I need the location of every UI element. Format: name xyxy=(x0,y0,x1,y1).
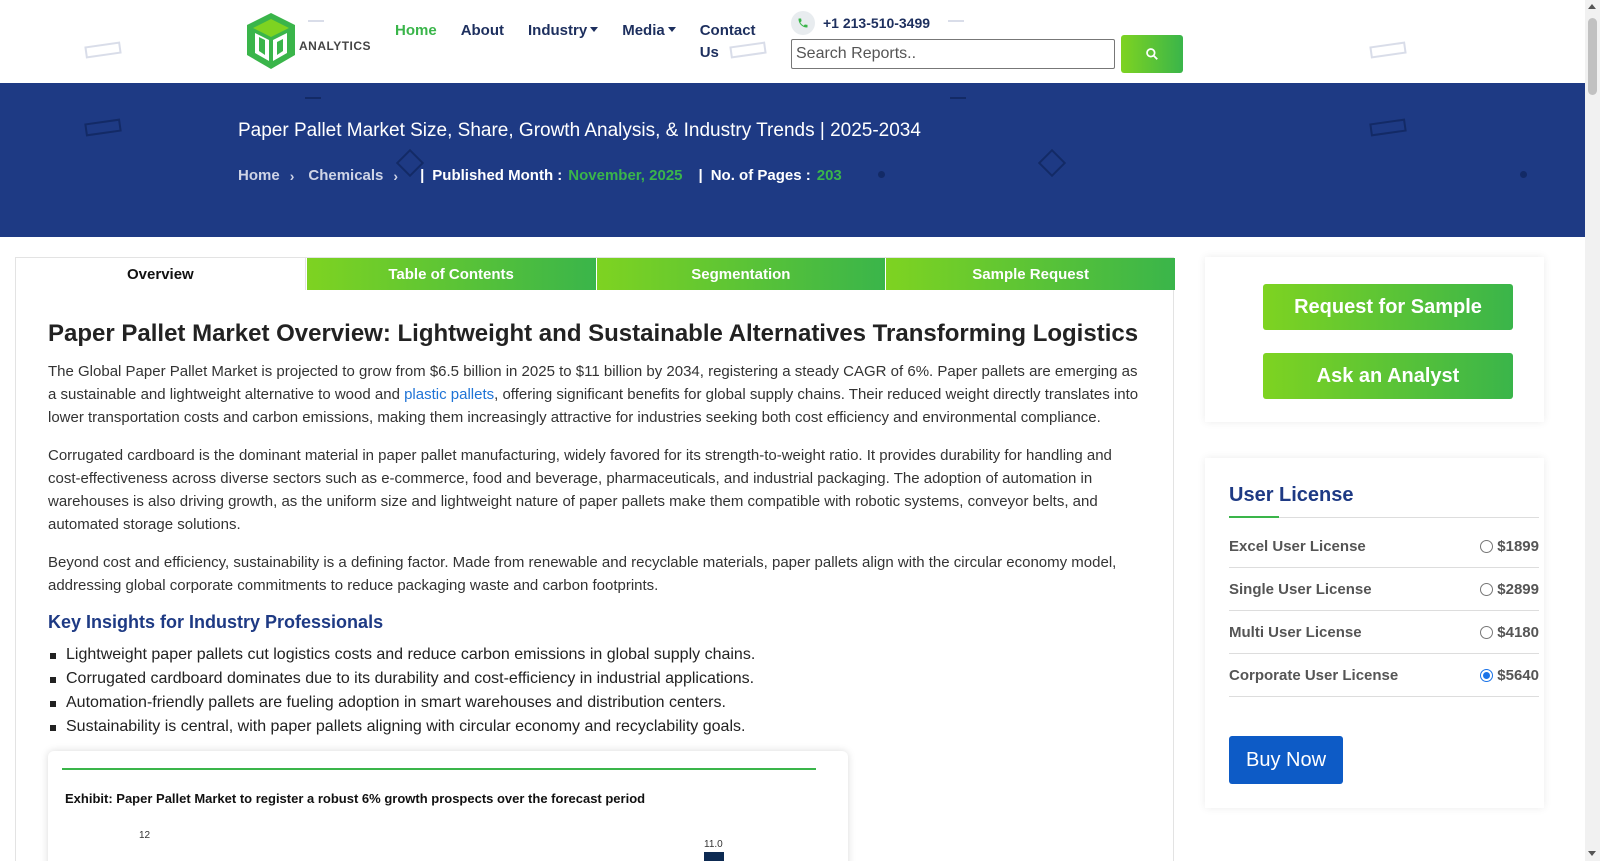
list-item: Sustainability is central, with paper pallets aligning with circular economy and recyclability goals. xyxy=(48,715,1148,739)
chart-bar xyxy=(704,852,724,861)
y-tick-label: 12 xyxy=(139,830,151,841)
nav-media-label: Media xyxy=(622,22,665,39)
decorative-rect xyxy=(1369,119,1406,137)
caret-down-icon xyxy=(668,27,676,32)
request-sample-button[interactable]: Request for Sample xyxy=(1263,284,1513,330)
nav-about[interactable] xyxy=(461,20,504,64)
user-license-panel xyxy=(1205,458,1544,808)
license-option-multi[interactable] xyxy=(1229,611,1539,654)
insights-list xyxy=(48,643,1148,739)
license-price-value: $4180 xyxy=(1497,623,1539,641)
license-name: Corporate User License xyxy=(1229,666,1399,684)
report-content-card xyxy=(15,257,1174,861)
overview-paragraph: Beyond cost and efficiency, sustainability is a defining factor. Made from renewable and recyclable materials, paper pallets align with the circular economy model, addressing global corporate commitments to reduce packaging waste and carbon footprints. xyxy=(48,554,1117,594)
overview-heading: Paper Pallet Market Overview: Lightweight and Sustainable Alternatives Transforming Logistics xyxy=(48,320,1139,347)
published-label: Published Month : xyxy=(432,167,563,184)
nav-about-label: About xyxy=(460,22,505,39)
company-logo[interactable] xyxy=(243,11,372,71)
buy-now-button[interactable]: Buy Now xyxy=(1229,736,1343,784)
license-price xyxy=(1480,538,1539,555)
pages-label: No. of Pages : xyxy=(710,167,811,184)
published-value: November, 2025 xyxy=(568,167,683,184)
tab-sample-request[interactable]: Sample Request xyxy=(886,258,1175,290)
license-radio-selected[interactable] xyxy=(1480,669,1493,682)
caret-down-icon xyxy=(590,27,598,32)
list-item: Corrugated cardboard dominates due to its durability and cost-efficiency in industrial applications. xyxy=(48,667,1148,691)
tab-segmentation[interactable]: Segmentation xyxy=(597,258,886,290)
decorative-dot xyxy=(878,171,885,178)
separator: | xyxy=(698,167,703,184)
license-option-single[interactable] xyxy=(1229,568,1539,611)
search-input[interactable] xyxy=(791,39,1115,69)
chevron-right-icon: › xyxy=(289,167,295,184)
title-underline xyxy=(1229,516,1279,518)
decorative-rect xyxy=(1369,42,1406,59)
logo-cube-icon xyxy=(243,11,299,71)
overview-paragraph: Corrugated cardboard is the dominant material in paper pallet manufacturing, widely favored for its strength-to-weight ratio. It provides durability for handling and cost-effectiveness across diverse sectors such as e-commerce, food and beverage, pharmaceuticals, and industrial packaging. The adoption of automation in warehouses is also driving growth, as the uniform size and lightweight nature of paper pallets make them compatible with robotic systems, conveyor belts, and automated storage solutions. xyxy=(48,447,1112,533)
decorative-diamond xyxy=(1038,149,1066,177)
decorative-dash xyxy=(950,97,966,99)
report-tabs xyxy=(16,258,1175,290)
license-price-value: $2899 xyxy=(1497,580,1539,598)
insights-heading: Key Insights for Industry Professionals xyxy=(48,612,384,632)
pages-value: 203 xyxy=(816,167,842,184)
nav-contact[interactable] xyxy=(700,20,756,64)
scroll-down-icon[interactable] xyxy=(1588,851,1596,856)
phone-number: +1 213-510-3499 xyxy=(823,15,931,31)
license-name: Multi User License xyxy=(1229,623,1362,641)
license-radio[interactable] xyxy=(1480,626,1493,639)
breadcrumb-chemicals[interactable]: Chemicals xyxy=(308,167,384,184)
search-icon xyxy=(1145,47,1159,61)
nav-home[interactable] xyxy=(395,20,437,64)
license-option-excel[interactable] xyxy=(1229,525,1539,568)
scroll-up-icon[interactable] xyxy=(1588,4,1596,9)
license-name: Single User License xyxy=(1229,580,1372,598)
license-price xyxy=(1480,624,1539,641)
decorative-rect xyxy=(84,42,121,59)
license-radio[interactable] xyxy=(1480,540,1493,553)
logo-text: ANALYTICS xyxy=(299,39,372,53)
chevron-right-icon: › xyxy=(393,167,399,184)
nav-media[interactable] xyxy=(622,20,676,64)
plastic-pallets-link[interactable]: plastic pallets xyxy=(404,386,495,403)
license-price-value: $1899 xyxy=(1497,537,1539,555)
list-item: Automation-friendly pallets are fueling adoption in smart warehouses and distribution centers. xyxy=(48,691,1148,715)
license-price xyxy=(1480,667,1539,684)
decorative-dash xyxy=(305,97,321,99)
ask-analyst-button[interactable]: Ask an Analyst xyxy=(1263,353,1513,399)
separator: | xyxy=(420,167,425,184)
nav-home-label: Home xyxy=(395,22,437,39)
nav-industry-label: Industry xyxy=(528,22,588,39)
bar-data-label: 11.0 xyxy=(704,839,723,850)
license-radio[interactable] xyxy=(1480,583,1493,596)
nav-contact-label: Contact Us xyxy=(699,22,756,61)
exhibit-chart xyxy=(48,751,848,861)
list-item: Lightweight paper pallets cut logistics costs and reduce carbon emissions in global supply chains. xyxy=(48,643,1148,667)
phone-contact[interactable] xyxy=(791,11,930,35)
overview-paragraph xyxy=(48,360,1148,429)
overview-content xyxy=(48,320,1148,739)
license-name: Excel User License xyxy=(1229,537,1366,555)
main-nav xyxy=(395,20,780,64)
exhibit-top-line xyxy=(62,768,816,770)
license-option-corporate[interactable] xyxy=(1229,654,1539,697)
exhibit-title: Exhibit: Paper Pallet Market to register a robust 6% growth prospects over the forecast period xyxy=(65,791,646,806)
site-header xyxy=(0,0,1585,83)
breadcrumb xyxy=(238,167,842,184)
page-scrollbar[interactable] xyxy=(1585,0,1600,861)
paragraph-text: , offering significant benefits for global supply chains. Their reduced weight directly translates into lower transportation costs and carbon emissions, making them increasingly attractive for industries seeking both cost efficiency and environmental compliance. xyxy=(48,386,1139,426)
phone-icon xyxy=(791,11,815,35)
search-button[interactable] xyxy=(1121,35,1183,73)
breadcrumb-home[interactable]: Home xyxy=(238,167,280,184)
cta-panel xyxy=(1205,257,1544,422)
nav-industry[interactable] xyxy=(528,20,598,64)
paragraph-text: The Global Paper Pallet Market is projected to grow from $6.5 billion in 2025 to $11 billion by 2034, registering a steady CAGR of 6%. Paper pallets are emerging as a sustainable and lightweight alternative to wood and xyxy=(48,363,1138,403)
license-price xyxy=(1480,581,1539,598)
license-price-value: $5640 xyxy=(1497,666,1539,684)
scrollbar-thumb[interactable] xyxy=(1588,18,1597,95)
page-title: Paper Pallet Market Size, Share, Growth Analysis, & Industry Trends | 2025-2034 xyxy=(238,120,921,141)
decorative-dot xyxy=(1520,171,1527,178)
decorative-rect xyxy=(84,119,121,137)
tab-table-of-contents[interactable]: Table of Contents xyxy=(307,258,596,290)
tab-overview[interactable]: Overview xyxy=(16,258,306,290)
decorative-dash xyxy=(948,20,964,22)
license-title: User License xyxy=(1229,484,1354,506)
page-banner xyxy=(0,83,1585,237)
